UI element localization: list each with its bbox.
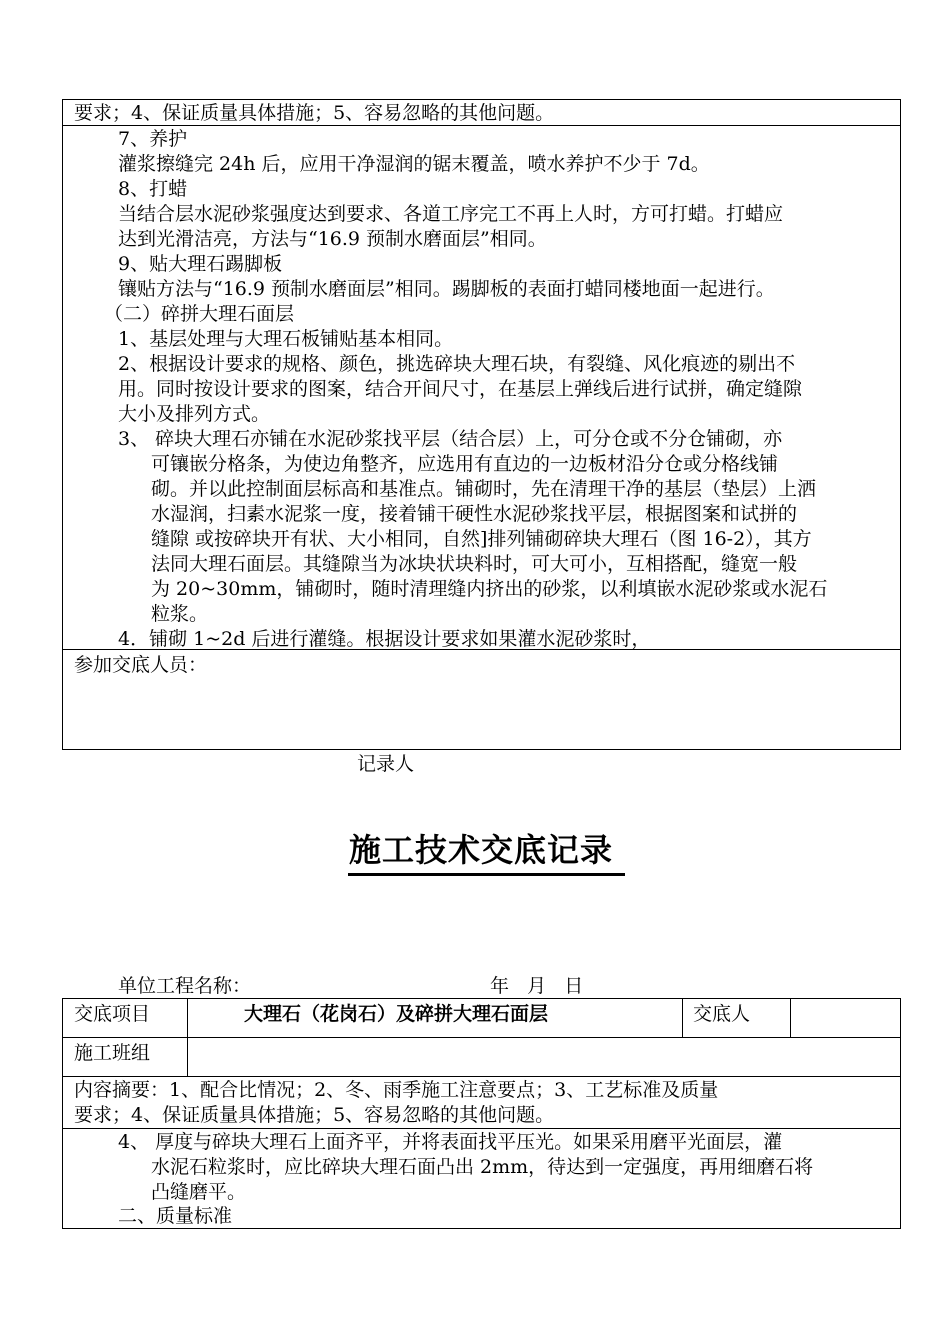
content-line: 7、养护	[118, 128, 188, 150]
content-line: 当结合层水泥砂浆强度达到要求、各道工序完工不再上人时，方可打蜡。打蜡应	[118, 203, 784, 225]
content-line: 2、根据设计要求的规格、颜色，挑选碎块大理石块，有裂缝、风化痕迹的剔出不	[118, 353, 796, 375]
content-line: 3、 碎块大理石亦铺在水泥砂浆找平层（结合层）上，可分仓或不分仓铺砌，亦	[118, 428, 783, 450]
content-line: 缝隙 或按碎块开有状、大小相同，自然]排列铺砌碎块大理石（图 16-2），其方	[151, 528, 812, 550]
recorder-label: 记录人	[357, 753, 415, 775]
team-label: 施工班组	[74, 1042, 151, 1064]
content-line: 9、贴大理石踢脚板	[118, 253, 283, 275]
col-divider	[790, 998, 791, 1038]
content-line: 灌浆擦缝完 24h 后，应用干净湿润的锯末覆盖，喷水养护不少于 7d。	[118, 153, 710, 175]
team-value[interactable]	[196, 1041, 892, 1066]
person-value[interactable]	[798, 1002, 894, 1027]
content-line: 砌。并以此控制面层标高和基准点。铺砌时，先在清理干净的基层（垫层）上洒	[151, 478, 817, 500]
title-underline	[348, 873, 625, 876]
content-line: 用。同时按设计要求的图案，结合开间尺寸，在基层上弹线后进行试拼，确定缝隙	[118, 378, 803, 400]
row-divider	[62, 1128, 901, 1129]
content-line: 凸缝磨平。	[151, 1181, 247, 1203]
content-line: 法同大理石面层。其缝隙当为冰块状块料时，可大可小，互相搭配，缝宽一般	[151, 553, 798, 575]
col-divider	[187, 998, 188, 1077]
summary-line: 要求；4、保证质量具体措施；5、容易忽略的其他问题。	[74, 1104, 555, 1126]
content-line: 粒浆。	[151, 603, 209, 625]
content-line: 4．铺砌 1~2d 后进行灌缝。根据设计要求如果灌水泥砂浆时，	[118, 628, 651, 650]
item-label: 交底项目	[74, 1003, 151, 1025]
content-line: 1、基层处理与大理石板铺贴基本相同。	[118, 328, 454, 350]
item-value: 大理石（花岗石）及碎拼大理石面层	[244, 1003, 549, 1025]
content-line: （二）碎拼大理石面层	[104, 303, 295, 325]
content-line: 4、 厚度与碎块大理石上面齐平，并将表面找平压光。如果采用磨平光面层，灌	[118, 1131, 783, 1153]
content-line: 8、打蜡	[118, 178, 188, 200]
content-line: 水湿润，扫素水泥浆一度，接着铺干硬性水泥砂浆找平层，根据图案和试拼的	[151, 503, 798, 525]
unit-project-label: 单位工程名称：	[118, 975, 252, 997]
content-line: 为 20~30mm，铺砌时，随时清理缝内挤出的砂浆，以利填嵌水泥砂浆或水泥石	[151, 578, 828, 600]
content-line: 二、质量标准	[118, 1205, 233, 1227]
page-title: 施工技术交底记录	[349, 831, 614, 869]
content-line: 水泥石粒浆时，应比碎块大理石面凸出 2mm，待达到一定强度，再用细磨石将	[151, 1156, 814, 1178]
section1-summary-line: 要求；4、保证质量具体措施；5、容易忽略的其他问题。	[74, 102, 555, 124]
col-divider	[682, 998, 683, 1038]
content-line: 大小及排列方式。	[118, 403, 271, 425]
summary-line: 内容摘要：1、配合比情况；2、冬、雨季施工注意要点；3、工艺标准及质量	[74, 1079, 719, 1101]
person-label: 交底人	[693, 1003, 751, 1025]
participants-label: 参加交底人员：	[74, 654, 208, 676]
date-label: 年 月 日	[490, 975, 584, 997]
content-line: 可镶嵌分格条，为使边角整齐，应选用有直边的一边板材沿分仓或分格线铺	[151, 453, 779, 475]
content-line: 镶贴方法与“16.9 预制水磨面层”相同。踢脚板的表面打蜡同楼地面一起进行。	[118, 278, 775, 300]
content-line: 达到光滑洁亮，方法与“16.9 预制水磨面层”相同。	[118, 228, 547, 250]
